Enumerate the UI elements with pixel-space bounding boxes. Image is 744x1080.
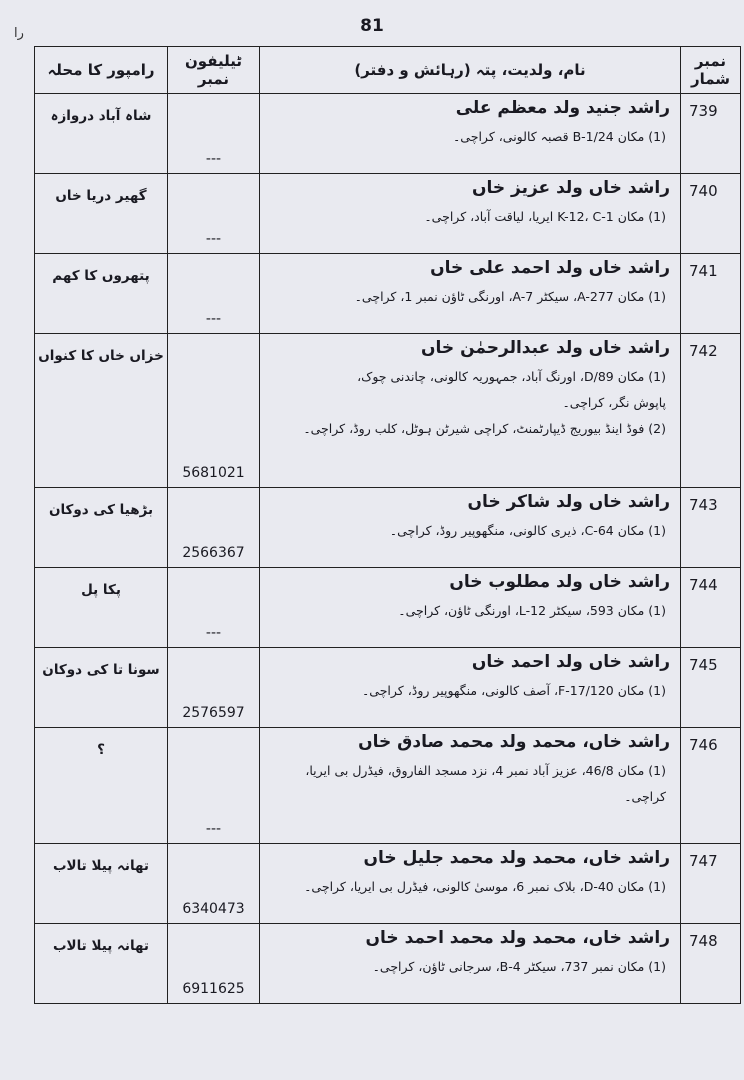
phone-number: 6340473 [168, 844, 260, 924]
table-row [35, 334, 741, 488]
corner-mark: را [14, 26, 24, 41]
phone-number: --- [168, 568, 260, 648]
serial-number: 747 [681, 844, 741, 924]
area-name: پکا پل [35, 568, 168, 648]
serial-number: 739 [681, 94, 741, 174]
name-address-cell [260, 334, 681, 488]
serial-number: 748 [681, 924, 741, 1004]
address-line: (1) مکان F-17/120، آصف کالونی، منگھوپیر روڈ، کراچی۔ [361, 683, 666, 698]
entry-name: راشد خاں ولد عزیز خاں [471, 178, 670, 198]
area-name: ؟ [35, 728, 168, 844]
address-line: کراچی۔ [624, 789, 666, 804]
serial-number: 746 [681, 728, 741, 844]
serial-number: 741 [681, 254, 741, 334]
area-name: شاہ آباد دروازہ [35, 94, 168, 174]
phone-number: --- [168, 728, 260, 844]
header-serial: نمبر شمار [681, 47, 741, 94]
address-line: (1) مکان 46/8، عزیز آباد نمبر 4، نزد مسجد الفاروق، فیڈرل بی ایریا، [305, 763, 666, 778]
area-name: سونا تا کی دوکان [35, 648, 168, 728]
table-body [35, 94, 741, 1004]
table-row [35, 924, 741, 1004]
phone-number: 5681021 [168, 334, 260, 488]
serial-number: 743 [681, 488, 741, 568]
serial-number: 740 [681, 174, 741, 254]
table-row [35, 94, 741, 174]
header-row [35, 47, 741, 94]
area-name: بڑھیا کی دوکان [35, 488, 168, 568]
area-name: تھانہ پیلا تالاب [35, 924, 168, 1004]
address-line: (2) فوڈ اینڈ بیوریج ڈیپارٹمنٹ، کراچی شیرٹن ہوٹل، کلب روڈ، کراچی۔ [303, 421, 666, 436]
phone-number: 6911625 [168, 924, 260, 1004]
entry-name: راشد خاں ولد عبدالرحمٰن خاں [421, 338, 670, 358]
area-name: گھیر دریا خاں [35, 174, 168, 254]
address-line: (1) مکان 593، سیکٹر L-12، اورنگی ٹاؤن، کراچی۔ [398, 603, 666, 618]
table-row [35, 488, 741, 568]
phone-number: 2576597 [168, 648, 260, 728]
address-line: (1) مکان C-64، ذیری کالونی، منگھوپیر روڈ، کراچی۔ [389, 523, 666, 538]
header-name-address: نام، ولدیت، پتہ (رہائش و دفتر) [260, 47, 681, 94]
entry-name: راشد خاں ولد احمد خاں [471, 652, 670, 672]
entry-name: راشد خاں، محمد ولد محمد صادق خاں [358, 732, 670, 752]
phone-number: --- [168, 174, 260, 254]
phone-number: 2566367 [168, 488, 260, 568]
address-line: (1) مکان B-1/24 قصبہ کالونی، کراچی۔ [452, 129, 666, 144]
entry-name: راشد خاں ولد شاکر خاں [467, 492, 670, 512]
address-line: (1) مکان D/89، اورنگ آباد، جمہوریہ کالونی، چاندنی چوک، [357, 369, 666, 384]
area-name: پتھروں کا کھم [35, 254, 168, 334]
address-line: (1) مکان نمبر 737، سیکٹر B-4، سرجانی ٹاؤن، کراچی۔ [372, 959, 666, 974]
directory-table [34, 46, 741, 1004]
address-line: (1) مکان K-12، C-1 ایریا، لیاقت آباد، کراچی۔ [424, 209, 666, 224]
table-row [35, 728, 741, 844]
name-address-cell [260, 94, 681, 174]
name-address-cell [260, 648, 681, 728]
entry-name: راشد خاں ولد مطلوب خاں [449, 572, 670, 592]
area-name: خزاں خاں کا کنواں [35, 334, 168, 488]
table-row [35, 648, 741, 728]
area-name: تھانہ پیلا تالاب [35, 844, 168, 924]
table-row [35, 174, 741, 254]
phone-number: --- [168, 94, 260, 174]
name-address-cell [260, 844, 681, 924]
header-area: رامپور کا محلہ [35, 47, 168, 94]
entry-name: راشد خاں، محمد ولد محمد احمد خاں [365, 928, 670, 948]
serial-number: 745 [681, 648, 741, 728]
name-address-cell [260, 254, 681, 334]
serial-number: 744 [681, 568, 741, 648]
entry-name: راشد خاں ولد احمد علی خاں [430, 258, 670, 278]
address-line: (1) مکان D-40، بلاک نمبر 6، موسیٰ کالونی، فیڈرل بی ایریا، کراچی۔ [304, 879, 666, 894]
name-address-cell [260, 488, 681, 568]
table-row [35, 568, 741, 648]
name-address-cell [260, 728, 681, 844]
entry-name: راشد جنید ولد معظم علی [455, 98, 670, 118]
page-number: 81 [360, 16, 384, 36]
table-row [35, 254, 741, 334]
serial-number: 742 [681, 334, 741, 488]
header-phone: ٹیلیفون نمبر [168, 47, 260, 94]
address-line: پاپوش نگر، کراچی۔ [562, 395, 666, 410]
name-address-cell [260, 174, 681, 254]
address-line: (1) مکان A-277، سیکٹر A-7، اورنگی ٹاؤن نمبر 1، کراچی۔ [354, 289, 666, 304]
name-address-cell [260, 924, 681, 1004]
table-row [35, 844, 741, 924]
entry-name: راشد خاں، محمد ولد محمد جلیل خاں [363, 848, 670, 868]
phone-number: --- [168, 254, 260, 334]
name-address-cell [260, 568, 681, 648]
